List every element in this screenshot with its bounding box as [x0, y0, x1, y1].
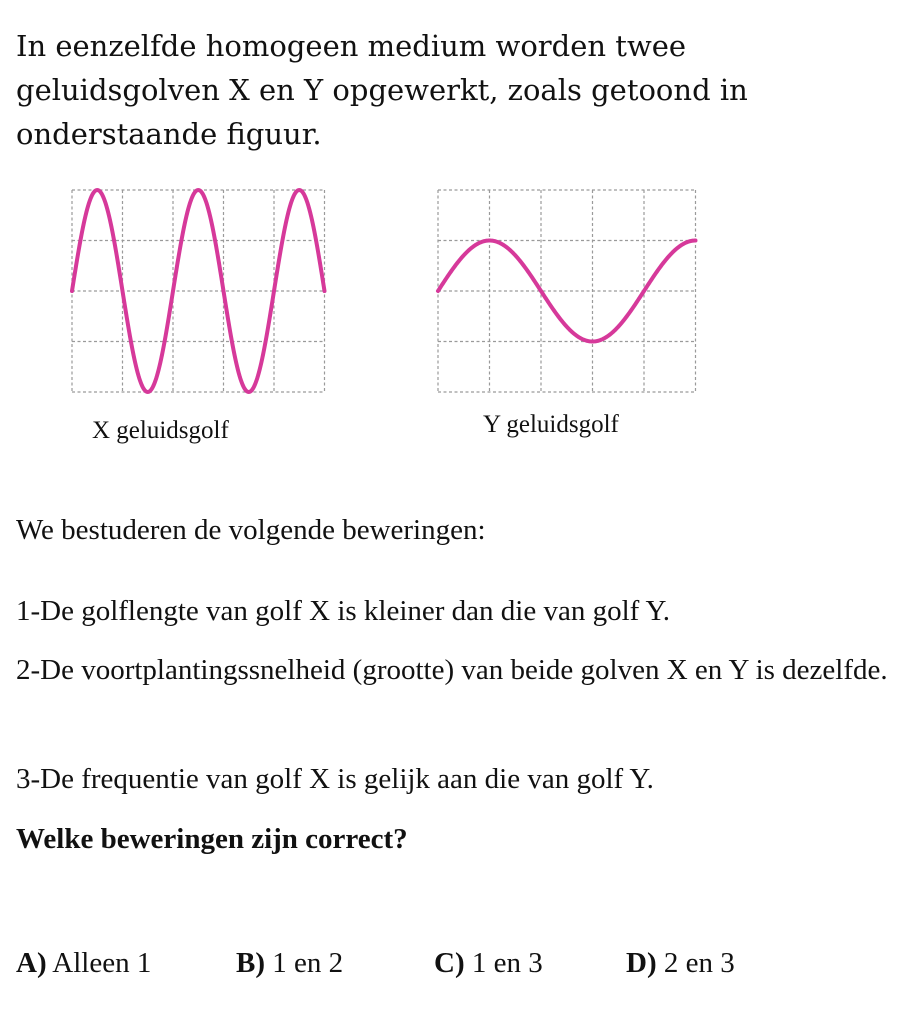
wave-y-caption: Y geluidsgolf: [483, 411, 619, 438]
option-a-letter: A): [16, 947, 47, 979]
option-d-letter: D): [626, 947, 657, 979]
option-b[interactable]: [236, 941, 343, 985]
question-text: Welke beweringen zijn correct?: [16, 823, 408, 855]
statement-1: 1-De golflengte van golf X is kleiner dan die van golf Y.: [16, 595, 670, 627]
option-d-text: 2 en 3: [663, 947, 735, 979]
option-a-text: Alleen 1: [52, 947, 152, 979]
statement-2: 2-De voortplantingssnelheid (grootte) van beide golven X en Y is dezelfde.: [16, 654, 888, 686]
intro-text: In eenzelfde homogeen medium worden twee geluidsgolven X en Y opgewerkt, zoals getoond in onderstaande figuur.: [16, 29, 748, 151]
wave-x-graph: [66, 182, 336, 402]
option-b-text: 1 en 2: [272, 947, 344, 979]
statements-lead: We bestuderen de volgende beweringen:: [16, 514, 486, 546]
option-a[interactable]: [16, 941, 151, 985]
option-c-letter: C): [434, 947, 465, 979]
option-c[interactable]: [434, 941, 543, 985]
wave-y-graph: [432, 182, 702, 402]
wave-x-caption: X geluidsgolf: [92, 417, 229, 444]
wave-y-grid: [438, 190, 696, 392]
statement-3: 3-De frequentie van golf X is gelijk aan die van golf Y.: [16, 763, 654, 795]
option-c-text: 1 en 3: [471, 947, 543, 979]
option-b-letter: B): [236, 947, 265, 979]
option-d[interactable]: [626, 941, 735, 985]
